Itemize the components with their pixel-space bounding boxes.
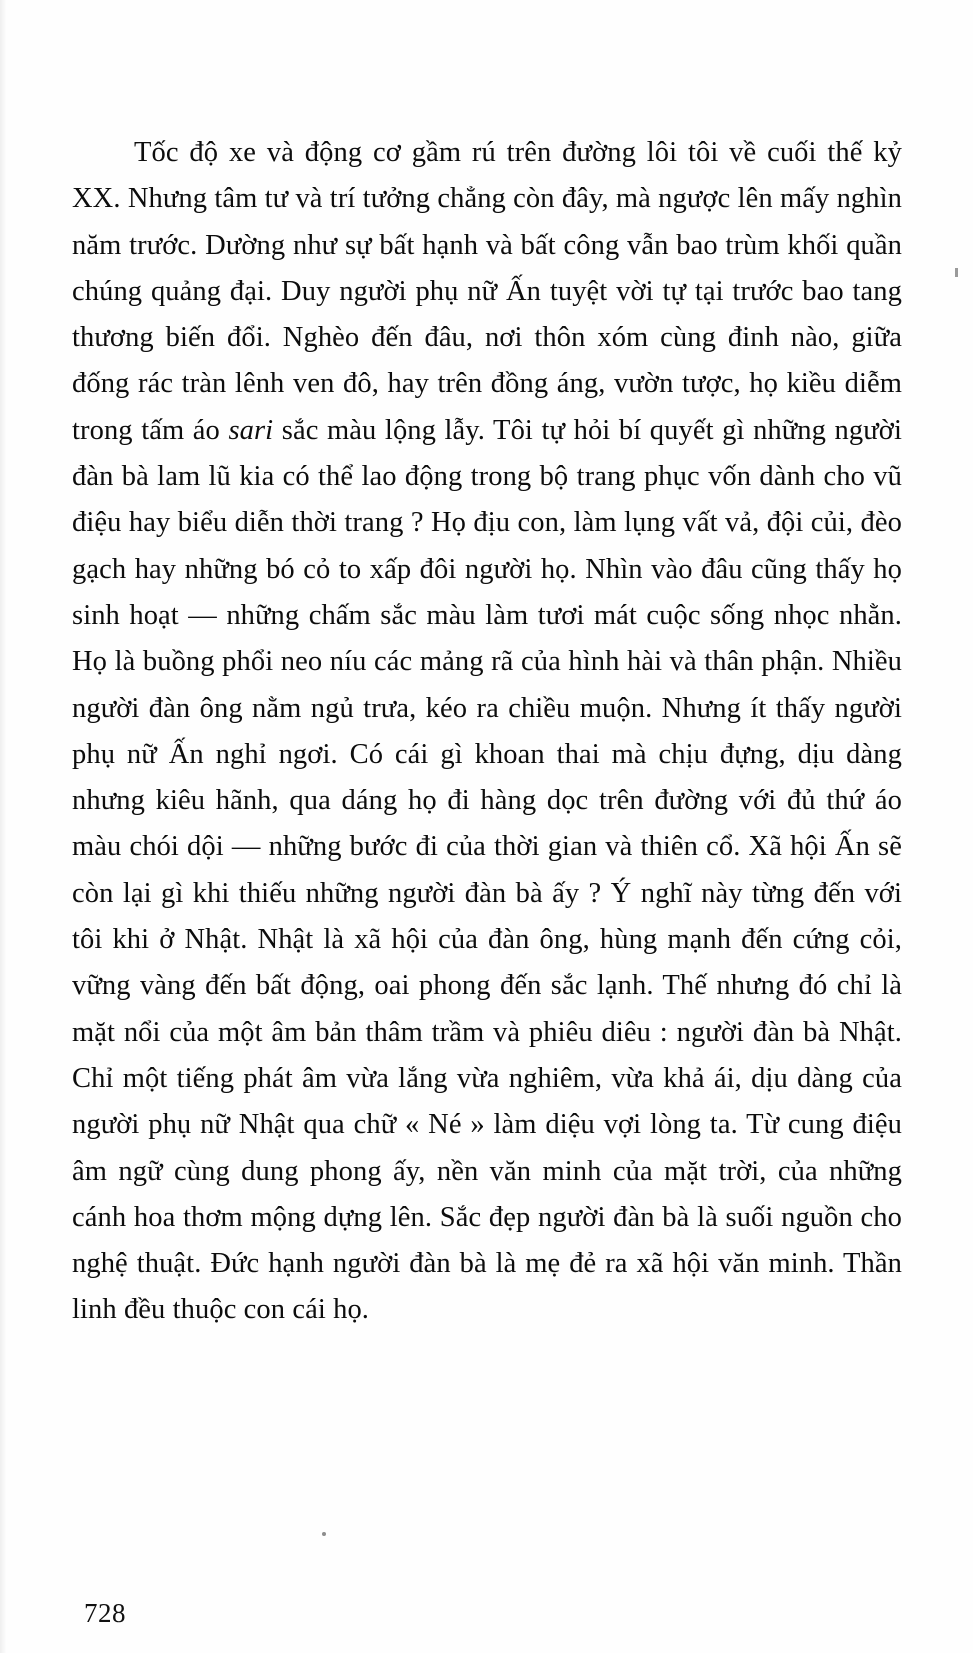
page-left-edge-shadow — [0, 0, 7, 1653]
page-speck-mark — [322, 1532, 326, 1536]
body-text-block — [72, 130, 902, 1334]
paragraph — [72, 130, 902, 1334]
paragraph-lead-text: Tốc độ xe và động cơ gầm rú trên đường lôi tôi về cuối thế kỷ XX. Nhưng tâm tư và trí tưởng chẳng còn đây, mà ngược lên mấy nghìn năm trước. Dường như sự bất hạnh và bất công vẫn bao trùm khối quần chúng quảng đại. Duy người phụ nữ Ấn tuyệt vời tự tại trước bao tang thương biến đổi. Nghèo đến đâu, nơi thôn xóm cùng đinh nào, giữa đống rác tràn lênh ven đô, hay trên đồng áng, vườn tược, họ kiều diễm trong tấm áo — [72, 137, 902, 446]
page-number: 728 — [84, 1598, 126, 1628]
paragraph-tail-text: sắc màu lộng lẫy. Tôi tự hỏi bí quyết gì những người đàn bà lam lũ kia có thể lao động trong bộ trang phục vốn dành cho vũ điệu hay biểu diễn thời trang ? Họ địu con, làm lụng vất vả, đội củi, đèo gạch hay những bó cỏ to xấp đôi người họ. Nhìn vào đâu cũng thấy họ sinh hoạt — những chấm sắc màu làm tươi mát cuộc sống nhọc nhằn. Họ là buồng phổi neo níu các mảng rã của hình hài và thân phận. Nhiều người đàn ông nằm ngủ trưa, kéo ra chiều muộn. Nhưng ít thấy người phụ nữ Ấn nghỉ ngơi. Có cái gì khoan thai mà chịu đựng, dịu dàng nhưng kiêu hãnh, qua dáng họ đi hàng dọc trên đường với đủ thứ áo màu chói dội — những bước đi của thời gian và thiên cổ. Xã hội Ấn sẽ còn lại gì khi thiếu những người đàn bà ấy ? Ý nghĩ này từng đến với tôi khi ở Nhật. Nhật là xã hội của đàn ông, hùng mạnh đến cứng cỏi, vững vàng đến bất động, oai phong đến sắc lạnh. Thế nhưng đó chỉ là mặt nổi của một âm bản thâm trầm và phiêu diêu : người đàn bà Nhật. Chỉ một tiếng phát âm vừa lắng vừa nghiêm, vừa khả ái, dịu dàng của người phụ nữ Nhật qua chữ « Né » làm diệu vợi lòng ta. Từ cung điệu âm ngữ cùng dung phong ấy, nền văn minh của mặt trời, của những cánh hoa thơm mộng dựng lên. Sắc đẹp người đàn bà là suối nguồn cho nghệ thuật. Đức hạnh người đàn bà là mẹ đẻ ra xã hội văn minh. Thần linh đều thuộc con cái họ. — [72, 414, 902, 1326]
italic-term: sari — [228, 414, 274, 446]
page-edge-mark — [955, 268, 958, 277]
